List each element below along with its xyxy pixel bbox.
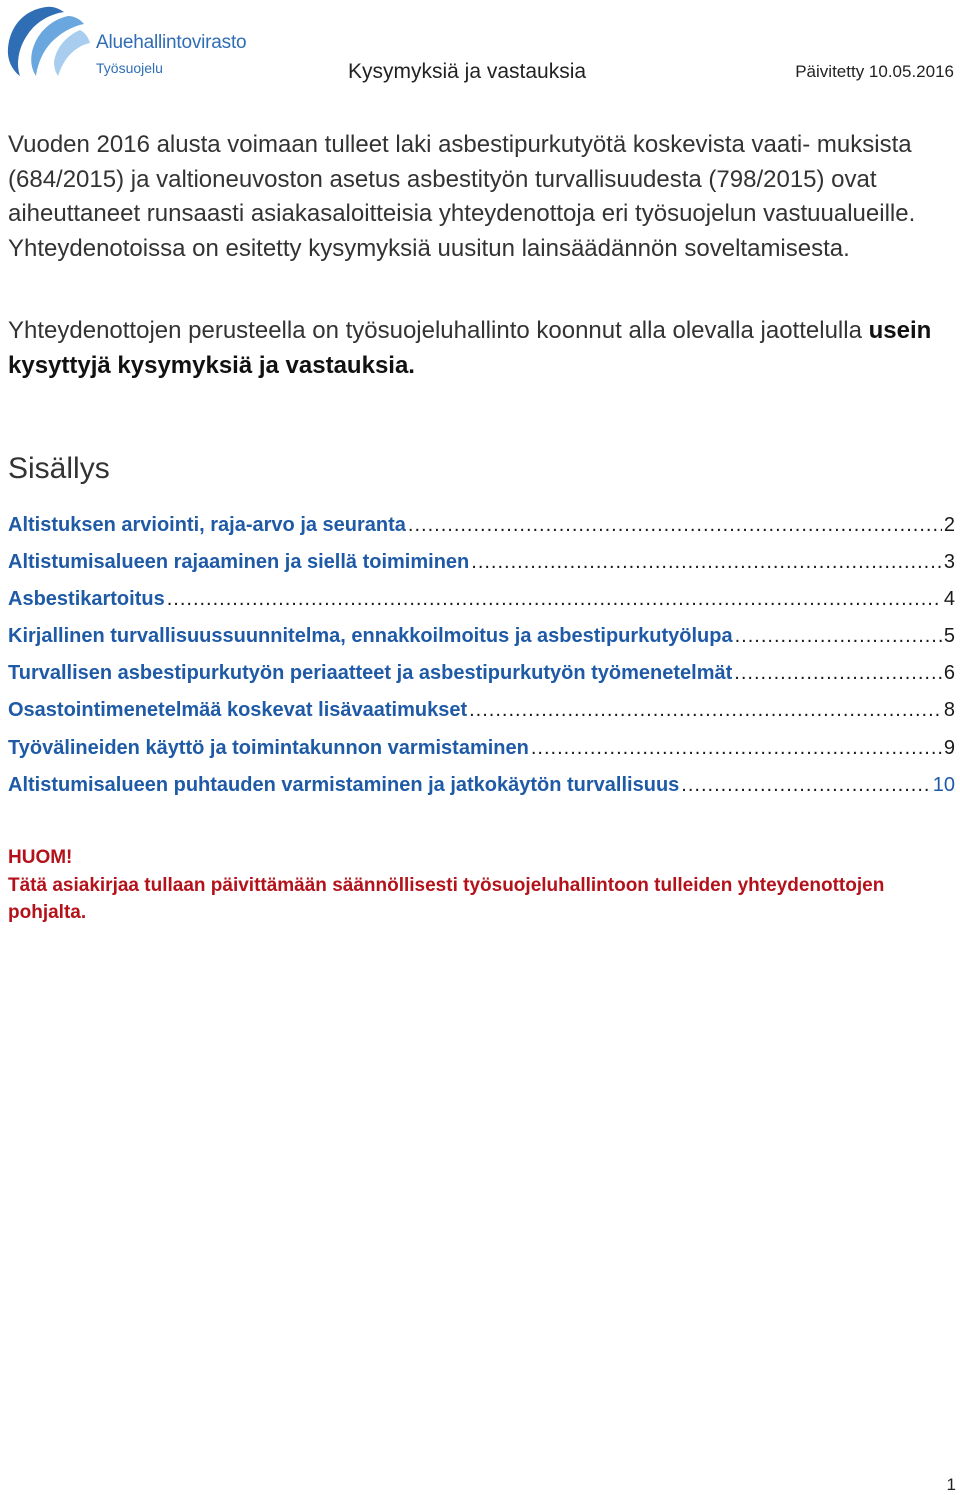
- toc-entry[interactable]: [8, 662, 955, 699]
- toc-leader: [469, 699, 942, 722]
- notice-text: Tätä asiakirjaa tullaan päivittämään säännöllisesti työsuojeluhallintoon tulleiden yhteydenottojen pohjalta.: [8, 874, 885, 923]
- toc-entry-page[interactable]: 8: [943, 699, 955, 722]
- toc-entry-page[interactable]: 4: [943, 588, 955, 611]
- toc-entry[interactable]: [8, 514, 955, 551]
- toc-entry-page[interactable]: 5: [943, 625, 955, 648]
- toc-leader: [735, 625, 942, 648]
- toc-entry[interactable]: [8, 737, 955, 774]
- toc-heading: Sisällys: [8, 452, 110, 485]
- notice-title: HUOM!: [8, 847, 73, 868]
- toc-entry-page[interactable]: 2: [943, 514, 955, 536]
- toc-entry-page[interactable]: 3: [943, 551, 955, 574]
- logo-swoosh-icon: [6, 4, 92, 78]
- logo-subname: Työsuojelu: [96, 60, 163, 76]
- document-title: Kysymyksiä ja vastauksia: [348, 60, 587, 83]
- toc-entry-title[interactable]: Työvälineiden käyttö ja toimintakunnon varmistaminen: [8, 736, 529, 759]
- toc-entry-title[interactable]: Kirjallinen turvallisuussuunnitelma, ennakkoilmoitus ja asbestipurkutyölupa: [8, 625, 733, 648]
- toc-entry-title[interactable]: Altistumisalueen rajaaminen ja siellä toimiminen: [8, 551, 470, 574]
- toc-entry[interactable]: [8, 699, 955, 736]
- toc-entry-title[interactable]: Osastointimenetelmää koskevat lisävaatimukset: [8, 699, 468, 722]
- update-notice: [8, 844, 908, 927]
- toc-entry-title[interactable]: Altistumisalueen puhtauden varmistaminen ja jatkokäytön turvallisuus: [8, 773, 680, 796]
- intro-paragraph-2-emphasis: usein kysyttyjä kysymyksiä ja vastauksia.: [8, 317, 932, 379]
- toc-leader: [471, 551, 942, 574]
- toc-leader: [408, 514, 942, 537]
- toc-leader: [681, 774, 930, 797]
- updated-date: Päivitetty 10.05.2016: [795, 62, 954, 81]
- toc-entry[interactable]: [8, 588, 955, 625]
- toc-leader: [167, 588, 942, 611]
- toc-entry-title[interactable]: Asbestikartoitus: [8, 588, 165, 611]
- toc-leader: [734, 662, 942, 685]
- toc-entry-page[interactable]: 10: [932, 773, 955, 796]
- toc-entry-page[interactable]: 9: [943, 736, 955, 759]
- logo-name: Aluehallintovirasto: [96, 32, 247, 53]
- toc-entry-page[interactable]: 6: [943, 662, 955, 685]
- toc-leader: [531, 737, 942, 760]
- toc-entry[interactable]: [8, 774, 955, 811]
- toc-entry-title[interactable]: Turvallisen asbestipurkutyön periaatteet ja asbestipurkutyön työmenetelmät: [8, 662, 733, 685]
- page-number: 1: [946, 1475, 956, 1494]
- avi-logo: [6, 4, 256, 78]
- table-of-contents: [8, 514, 955, 811]
- toc-entry[interactable]: [8, 551, 955, 588]
- intro-paragraph-1: Vuoden 2016 alusta voimaan tulleet laki asbestipurkutyötä koskevista vaati- muksista (684/2015) ja valtioneuvoston asetus asbestityön turvallisuudesta (798/2015) ovat aiheuttaneet runsaasti asiakasaloitteisia yhteydenottoja eri työsuojelun vastuualueille. Yhteydenotoissa on esitetty kysymyksiä uusitun lainsäädännön soveltamisesta.: [8, 131, 916, 262]
- intro-paragraph-2: [8, 314, 938, 383]
- toc-entry[interactable]: [8, 625, 955, 662]
- toc-entry-title[interactable]: Altistuksen arviointi, raja-arvo ja seuranta: [8, 514, 406, 536]
- intro-paragraph-2-text: Yhteydenottojen perusteella on työsuojeluhallinto koonnut alla olevalla jaottelulla: [8, 317, 862, 344]
